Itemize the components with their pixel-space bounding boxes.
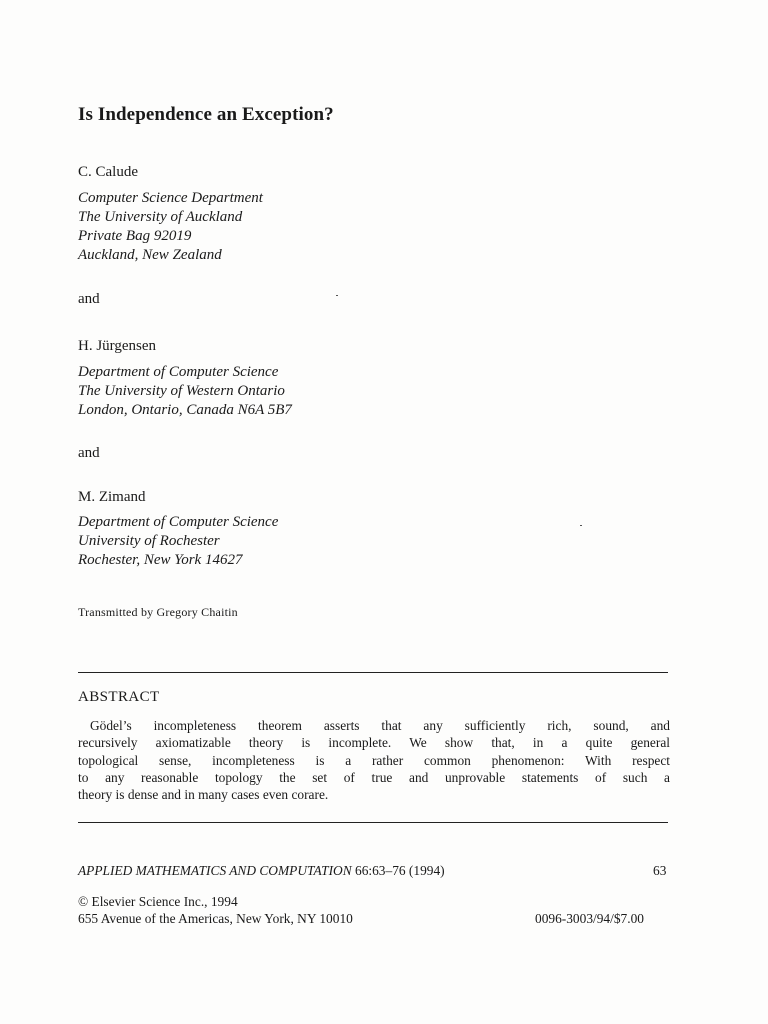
author-separator: and (78, 291, 100, 307)
publisher-address: 655 Avenue of the Americas, New York, NY 10010 (78, 911, 353, 926)
affiliation-line: University of Rochester (78, 533, 220, 549)
affiliation-line: London, Ontario, Canada N6A 5B7 (78, 402, 292, 418)
author-name-zimand: M. Zimand (78, 489, 146, 505)
journal-citation (78, 863, 445, 879)
abstract-line: to any reasonable topology the set of true and unprovable statements of such a (78, 769, 670, 785)
journal-name: APPLIED MATHEMATICS AND COMPUTATION (78, 863, 352, 878)
copyright-notice: © Elsevier Science Inc., 1994 (78, 894, 238, 909)
author-affiliation-jurgensen (78, 363, 292, 420)
divider-bottom (78, 822, 668, 823)
affiliation-line: The University of Western Ontario (78, 383, 285, 399)
affiliation-line: Private Bag 92019 (78, 228, 192, 244)
affiliation-line: Rochester, New York 14627 (78, 552, 243, 568)
divider-top (78, 672, 668, 673)
scan-speck (580, 525, 582, 526)
abstract-line: Gödel’s incompleteness theorem asserts that any sufficiently rich, sound, and (90, 718, 670, 733)
author-separator: and (78, 445, 100, 461)
affiliation-line: The University of Auckland (78, 209, 243, 225)
page-number: 63 (653, 863, 667, 878)
scan-speck (336, 295, 338, 296)
transmitted-by: Transmitted by Gregory Chaitin (78, 605, 238, 619)
affiliation-line: Department of Computer Science (78, 364, 279, 380)
author-name-calude: C. Calude (78, 164, 138, 180)
author-name-jurgensen: H. Jürgensen (78, 338, 157, 354)
journal-volume: 66:63–76 (1994) (355, 863, 445, 878)
abstract-line: topological sense, incompleteness is a rather common phenomenon: With respect (78, 752, 670, 768)
paper-title: Is Independence an Exception? (78, 104, 334, 125)
author-affiliation-calude (78, 189, 263, 265)
abstract-heading: ABSTRACT (78, 689, 160, 705)
abstract-line: recursively axiomatizable theory is incomplete. We show that, in a quite general (78, 735, 670, 751)
author-affiliation-zimand (78, 513, 278, 570)
abstract-text (78, 717, 670, 803)
affiliation-line: Department of Computer Science (78, 514, 279, 530)
issn-code: 0096-3003/94/$7.00 (535, 911, 644, 926)
affiliation-line: Auckland, New Zealand (78, 247, 222, 263)
abstract-line: theory is dense and in many cases even corare. (78, 787, 329, 803)
affiliation-line: Computer Science Department (78, 190, 263, 206)
